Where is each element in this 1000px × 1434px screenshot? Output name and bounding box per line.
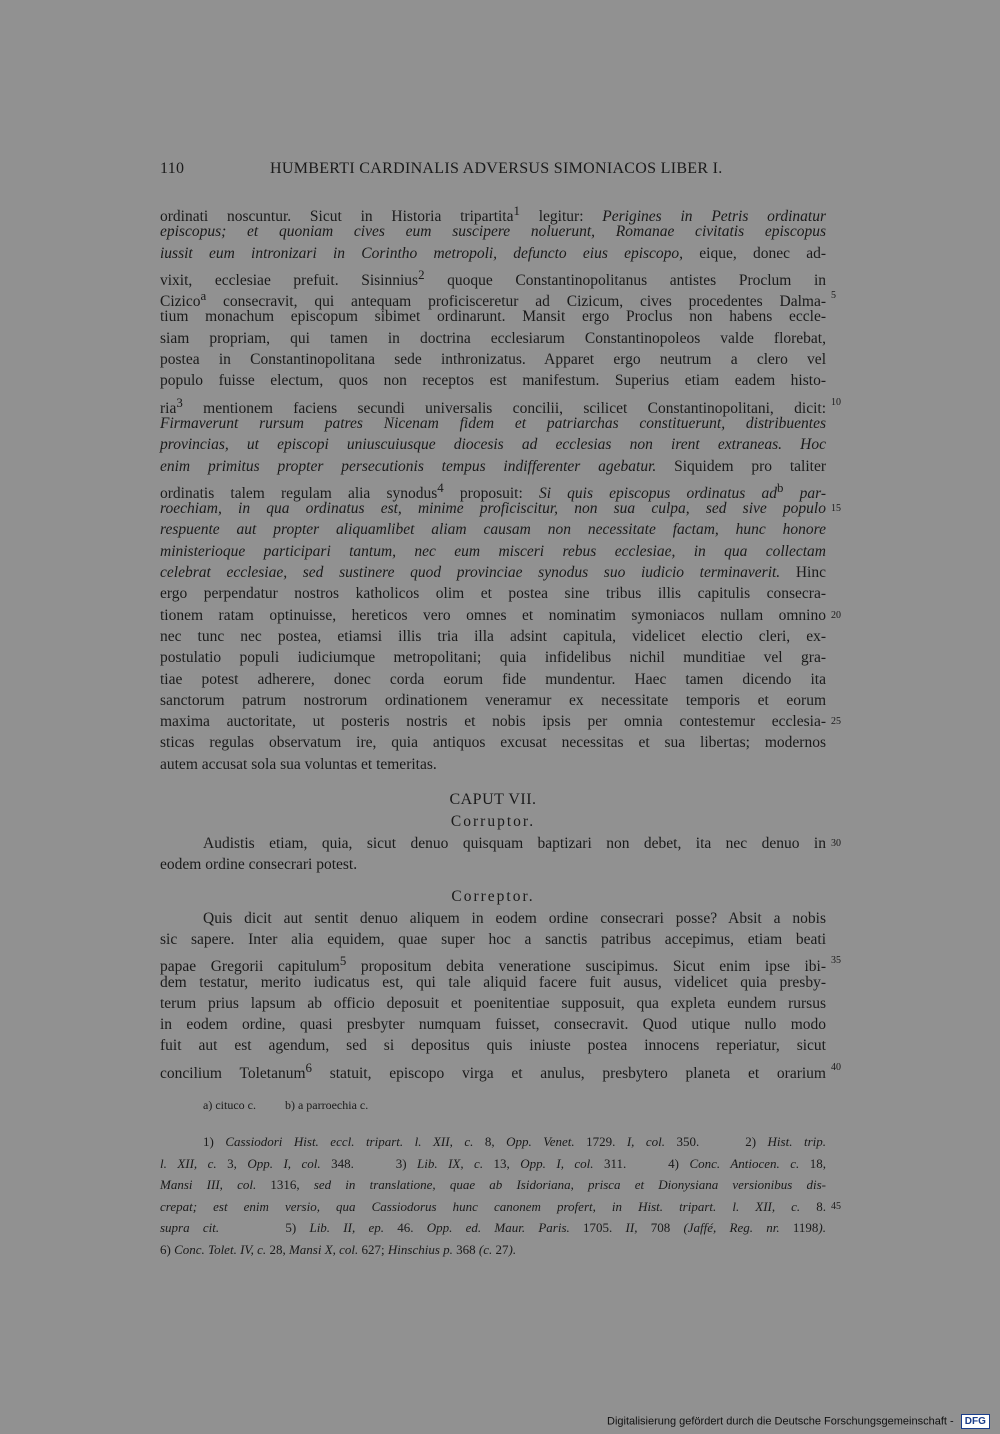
text-line: ministerioque participari tantum, nec eum misceri rebus ecclesiae, in qua collectam bbox=[160, 542, 826, 560]
text-line: Cizico$^a$ consecravit, qui antequam proficisceretur ad Cizicum, cives procedentes Dalma- 5 bbox=[160, 285, 826, 306]
text-line: eodem ordine consecrari potest. bbox=[160, 856, 358, 874]
line-number: 10 bbox=[831, 396, 841, 408]
main-text bbox=[160, 200, 841, 1082]
footnote-line: Mansi III, col. 1316, sed in translatione, quae ab Isidoriana, prisca et Dionysiana versionibus dis- bbox=[160, 1177, 827, 1193]
credit-text: Digitalisierung gefördert durch die Deutsche Forschungsgemeinschaft - bbox=[607, 1415, 954, 1428]
line-number: 45 bbox=[831, 1200, 841, 1212]
text-line: iussit eum intronizari in Corintho metropoli, defuncto eius episcopo, eique, donec ad- bbox=[160, 244, 826, 262]
chapter-heading: CAPUT VII. bbox=[449, 791, 537, 809]
text-line: Quis dicit aut sentit denuo aliquem in eodem ordine consecrari posse? Absit a nobis bbox=[203, 909, 826, 927]
page-number: 110 bbox=[160, 160, 185, 177]
text-line: vixit, ecclesiae prefuit. Sisinnius$^2$ quoque Constantinopolitanus antistes Proclum in bbox=[160, 266, 827, 290]
text-line: nec tunc nec postea, etiamsi illis tria illa adsint capitula, videlicet electio cleri, ex- bbox=[160, 627, 826, 645]
line-number: 35 bbox=[831, 955, 841, 967]
line-number: 15 bbox=[831, 503, 841, 515]
text-block-1 bbox=[160, 200, 841, 775]
speaker-correptor: Correptor. bbox=[451, 887, 535, 905]
footnote-line: 1) Cassiodori Hist. eccl. tripart. l. XII, c. 8, Opp. Venet. 1729. I, col. 350. 2) Hist. trip. bbox=[203, 1134, 826, 1149]
text-line: ordinati noscuntur. Sicut in Historia tripartita$^1$ legitur: Perigines in Petris ordinatur bbox=[160, 203, 826, 226]
text-block-2 bbox=[160, 833, 841, 876]
text-block-3 bbox=[160, 908, 841, 1082]
apparatus-note-b: b) a parroechia c. bbox=[284, 1098, 369, 1112]
running-header bbox=[160, 160, 826, 184]
text-line: fuit aut est agendum, sed si depositus quis iniuste postea innocens reperiatur, sicut bbox=[160, 1037, 826, 1055]
text-line: celebrat ecclesiae, sed sustinere quod provinciae synodus suo iudicio terminaverit. Hinc bbox=[160, 564, 826, 582]
text-line: sanctorum patrum nostrorum ordinationem veneramur ex necessitate temporis et eorum bbox=[160, 691, 826, 709]
speaker-corruptor: Corruptor. bbox=[450, 813, 536, 831]
line-number: 20 bbox=[831, 609, 841, 621]
text-line: Audistis etiam, quia, sicut denuo quisquam baptizari non debet, ita nec denuo in 30 bbox=[160, 833, 826, 854]
text-line: terum prius lapsum ab officio deposuit et poenitentiae supposuit, qua expleta eundem rursus bbox=[160, 994, 826, 1012]
text-line: tium monachum episcopum sibimet ordinarunt. Mansit ergo Proclus non habens eccle- bbox=[160, 308, 826, 326]
text-line: postulatio populi iudiciumque metropolitani; quia infidelibus nichil munditiae vel gra- bbox=[160, 649, 826, 667]
text-line: provincias, ut episcopi uniuscuiusque diocesis ad ecclesias non irent extraneas. Hoc bbox=[160, 436, 826, 454]
footnote-line: 6) Conc. Tolet. IV, c. 28, Mansi X, col. 627; Hinschius p. 368 (c. 27). bbox=[160, 1241, 517, 1257]
footnote-line: supra cit. 5) Lib. II, ep. 46. Opp. ed. Maur. Paris. 1705. II, 708 (Jaffé, Reg. nr. 1198). bbox=[160, 1220, 826, 1236]
text-line: sic sapere. Inter alia equidem, quae super hoc a sanctis patribus accepimus, etiam beati bbox=[160, 930, 826, 948]
text-line: ria$^3$ mentionem faciens secundi universalis concilii, scilicet Constantinopolitani, dicit: 10 bbox=[160, 392, 826, 413]
text-line: postea in Constantinopolitana sede inthronizatus. Apparet ergo neutrum a clero vel bbox=[160, 351, 826, 369]
dfg-logo-icon: DFG bbox=[961, 1414, 990, 1429]
text-line: populo fuisse electum, quos non receptos est manifestum. Superius etiam eadem histo- bbox=[160, 372, 826, 390]
text-line: dem testatur, merito iudicatus est, qui tale aliquid facere fuit ausus, videlicet quia presby- bbox=[160, 973, 826, 991]
apparatus-note-a: a) cituco c. bbox=[203, 1098, 256, 1112]
text-line: concilium Toletanum$^6$ statuit, episcopo virga et anulus, presbytero planeta et orarium 40 bbox=[160, 1057, 826, 1078]
text-line: ordinatis talem regulam alia synodus$^4$ proposuit: Si quis episcopus ordinatus $ad^b$ par- bbox=[160, 479, 826, 503]
text-line: episcopus; et quoniam cives eum suscipere noluerunt, Romanae civitatis episcopus bbox=[160, 223, 826, 241]
footnotes bbox=[160, 1131, 841, 1261]
text-line: ergo perpendatur nostros katholicos olim et postea sine tribus illis capitulis consecra- bbox=[160, 585, 826, 603]
text-line: autem accusat sola sua voluntas et temeritas. bbox=[160, 755, 437, 773]
running-title: HUMBERTI CARDINALIS ADVERSUS SIMONIACOS LIBER I. bbox=[270, 160, 723, 177]
text-line: tionem ratam optinuisse, hereticos vero omnes et nominatim symoniacos nullam omnino 20 bbox=[160, 605, 826, 626]
line-number: 25 bbox=[831, 716, 841, 728]
text-line: respuente aut propter aliquamlibet aliam causam non necessitate factam, hunc honore bbox=[160, 521, 826, 539]
text-line: maxima auctoritate, ut posteris nostris et nobis ipsis per omnia contestemur ecclesia- 25 bbox=[160, 711, 826, 732]
text-line: sticas regulas observatum ire, quia antiquos excusat necessitas et sua libertas; modernos bbox=[160, 734, 826, 752]
footnote-line: l. XII, c. 3, Opp. I, col. 348. 3) Lib. IX, c. 13, Opp. I, col. 311. 4) Conc. Antiocen. c. 18, bbox=[160, 1155, 827, 1171]
footnote-line: crepat; est enim versio, qua Cassiodorus hunc canonem profert, in Hist. tripart. l. XII, c. 8. 45 bbox=[160, 1196, 826, 1218]
line-number: 5 bbox=[831, 290, 836, 302]
text-line: in eodem ordine, quasi presbyter numquam fuisset, consecravit. Quod utique nullo modo bbox=[160, 1016, 826, 1034]
text-line: siam propriam, qui tamen in doctrina ecclesiarum Constantinopoleos valde florebat, bbox=[160, 329, 826, 347]
text-line: Firmaverunt rursum patres Nicenam fidem et patriarchas constituerunt, distribuentes bbox=[160, 414, 826, 432]
line-number: 30 bbox=[831, 838, 841, 850]
text-line: roechiam, in qua ordinatus est, minime proficiscitur, non sua culpa, sed sive populo 15 bbox=[160, 498, 826, 519]
critical-apparatus bbox=[203, 1098, 394, 1113]
text-line: tiae potest adherere, donec corda eorum fide mundentur. Haec tamen dicendo ita bbox=[160, 670, 826, 688]
digitization-credit bbox=[607, 1414, 990, 1429]
line-number: 40 bbox=[831, 1061, 841, 1073]
text-line: enim primitus propter persecutionis tempus indifferenter agebatur. Siquidem pro taliter bbox=[160, 457, 826, 475]
text-line: papae Gregorii capitulum$^5$ propositum debita veneratione suscipimus. Sicut enim ipse ibi- 35 bbox=[160, 950, 826, 971]
